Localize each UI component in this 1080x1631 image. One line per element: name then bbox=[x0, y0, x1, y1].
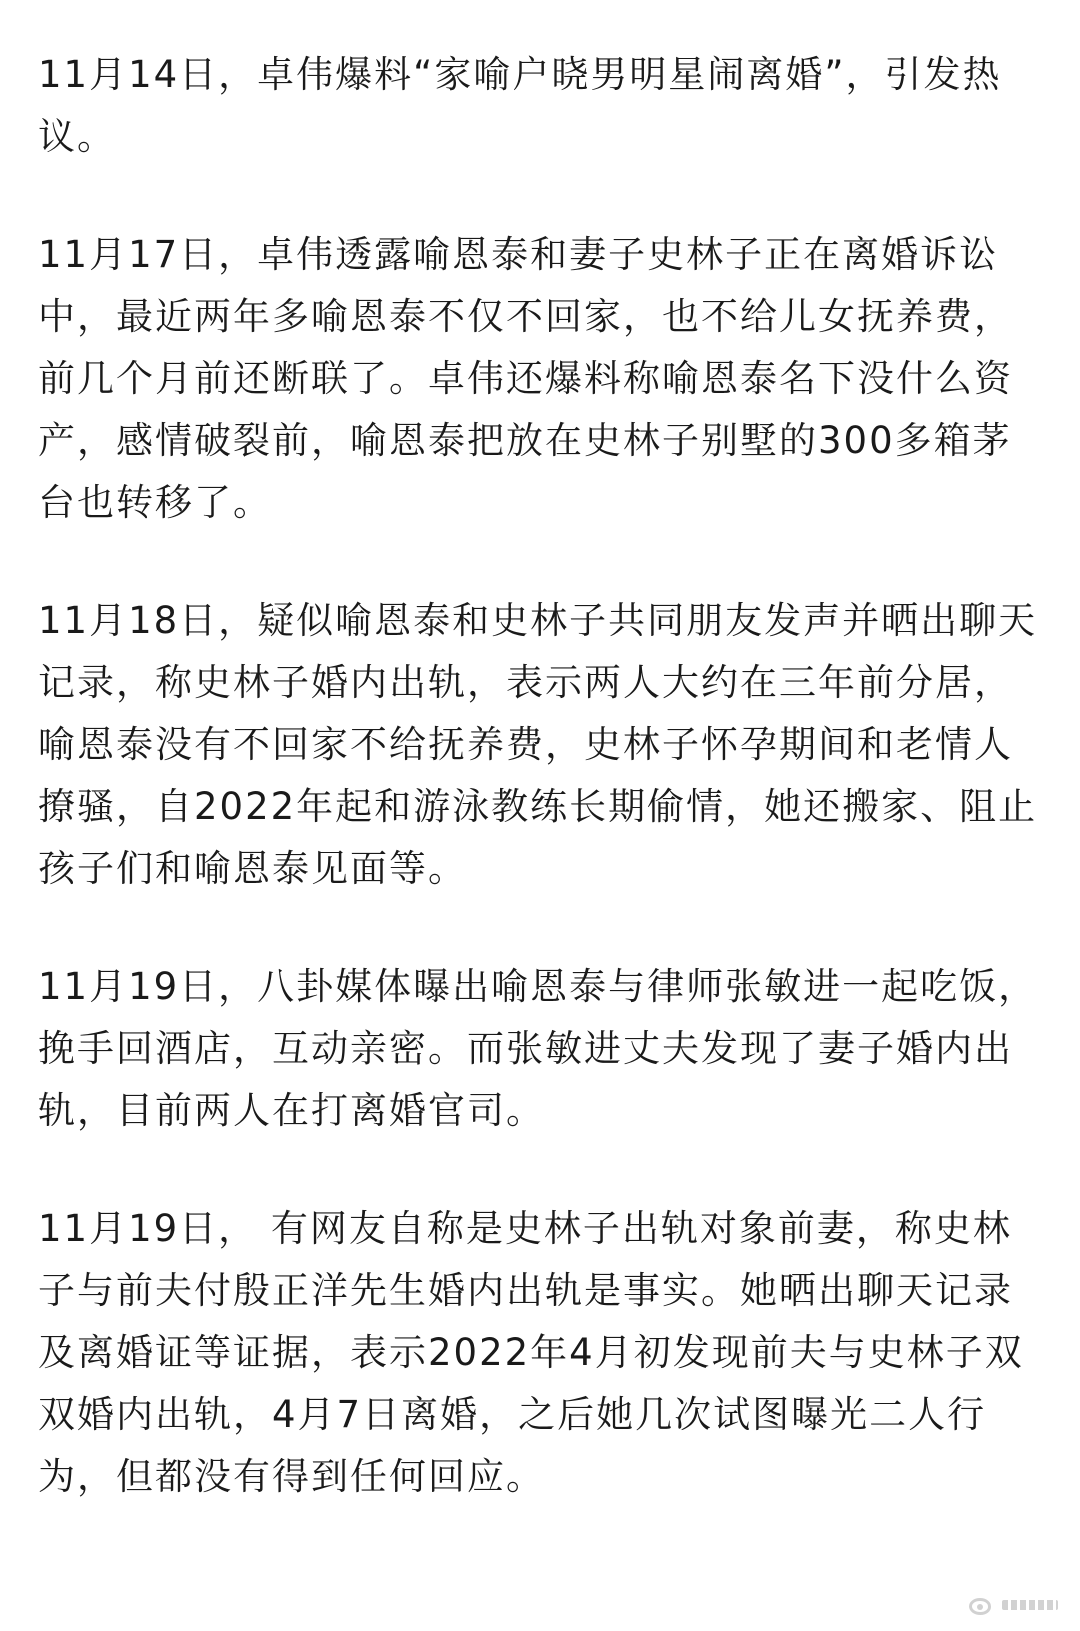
watermark bbox=[966, 1593, 1058, 1617]
paragraph-nov18: 11月18日，疑似喻恩泰和史林子共同朋友发声并晒出聊天记录，称史林子婚内出轨，表示两人大约在三年前分居，喻恩泰没有不回家不给抚养费，史林子怀孕期间和老情人撩骚，自2022年起和游泳教练长期偷情，她还搬家、阻止孩子们和喻恩泰见面等。 bbox=[38, 599, 1038, 890]
paragraph-nov19-media: 11月19日，八卦媒体曝出喻恩泰与律师张敏进一起吃饭，挽手回酒店，互动亲密。而张敏进丈夫发现了妻子婚内出轨，目前两人在打离婚官司。 bbox=[38, 965, 1038, 1132]
watermark-text bbox=[1002, 1600, 1058, 1610]
article-body bbox=[38, 44, 1038, 1564]
paragraph-nov14: 11月14日，卓伟爆料“家喻户晓男明星闹离婚”，引发热议。 bbox=[38, 53, 1002, 158]
paragraph-nov19-netizen: 11月19日， 有网友自称是史林子出轨对象前妻，称史林子与前夫付殷正洋先生婚内出轨是事实。她晒出聊天记录及离婚证等证据，表示2022年4月初发现前夫与史林子双双婚内出轨，4月7日离婚，之后她几次试图曝光二人行为，但都没有得到任何回应。 bbox=[38, 1207, 1024, 1498]
paragraph-nov17: 11月17日，卓伟透露喻恩泰和妻子史林子正在离婚诉讼中，最近两年多喻恩泰不仅不回家，也不给儿女抚养费，前几个月前还断联了。卓伟还爆料称喻恩泰名下没什么资产，感情破裂前，喻恩泰把放在史林子别墅的300多箱茅台也转移了。 bbox=[38, 233, 1013, 524]
weibo-logo-icon bbox=[966, 1593, 996, 1617]
